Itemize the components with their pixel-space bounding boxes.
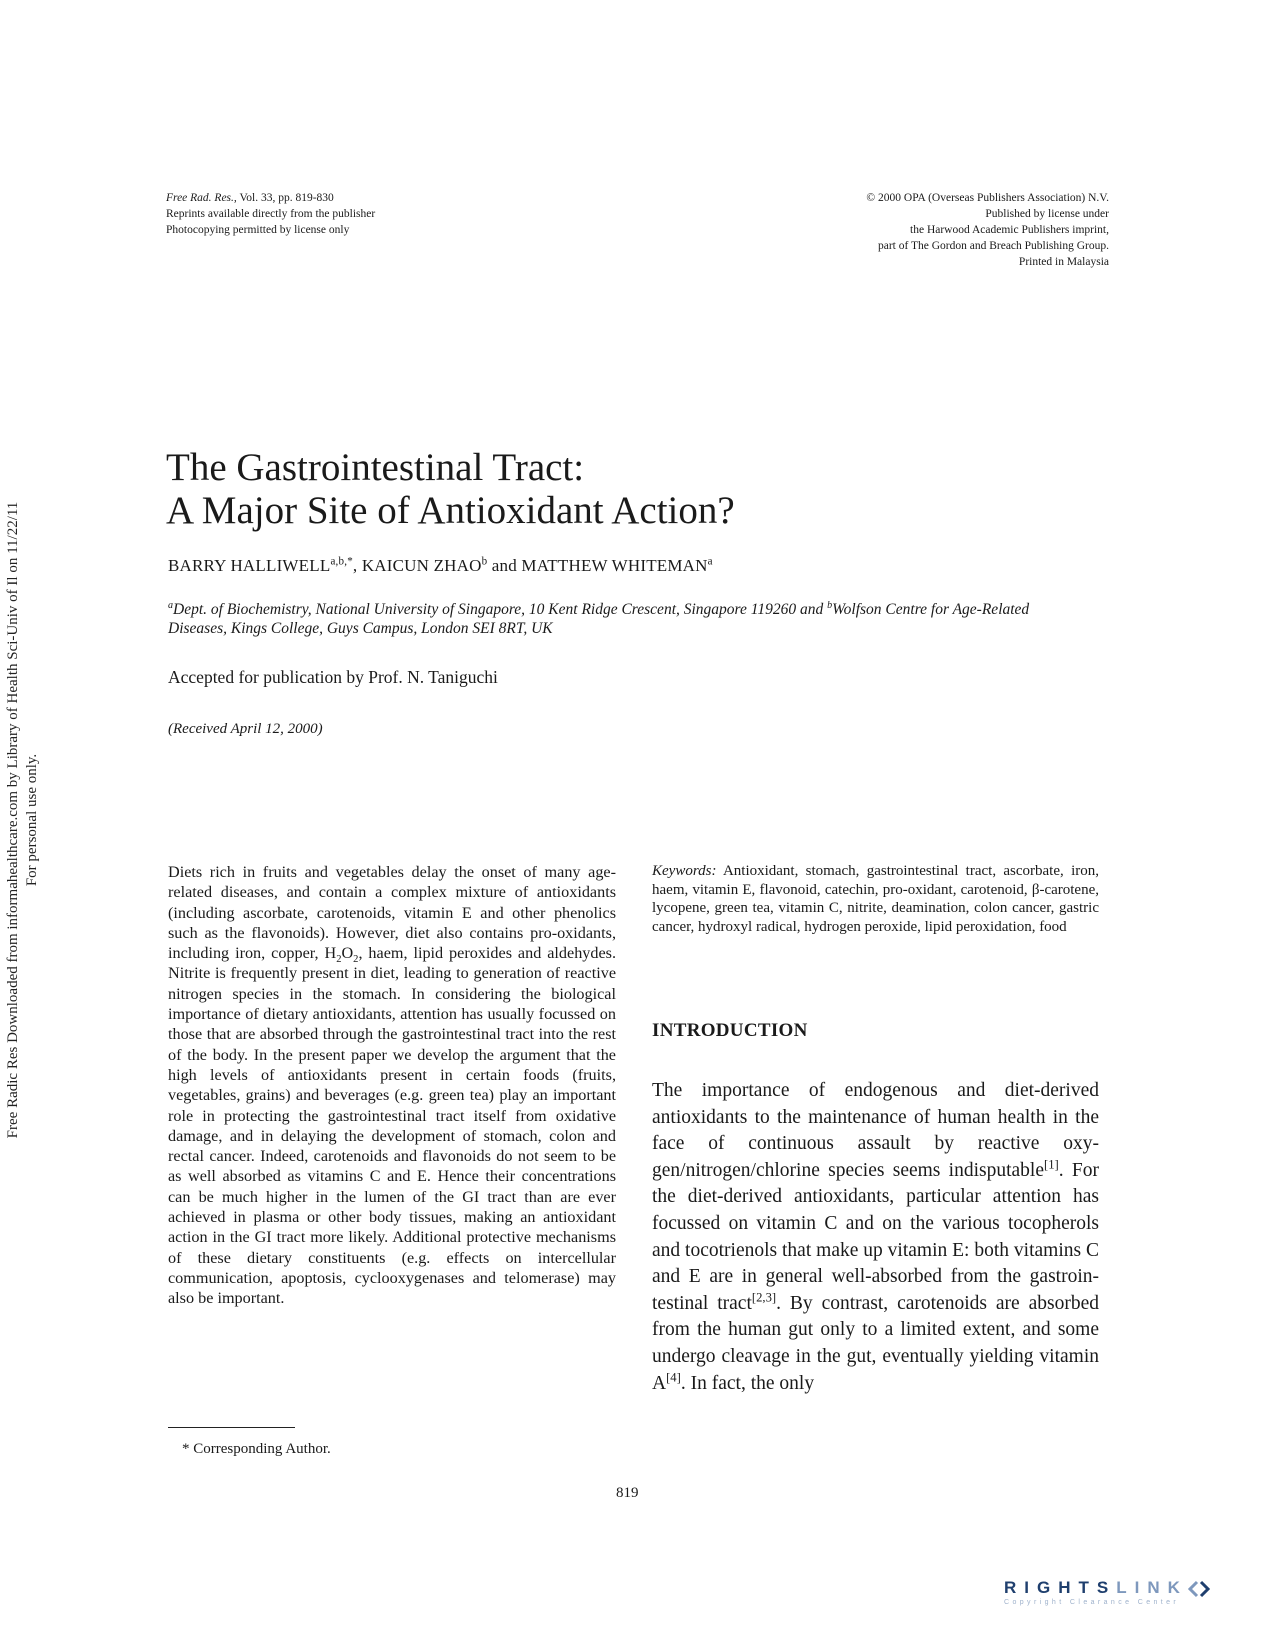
abstract [168, 862, 616, 1309]
page-number: 819 [616, 1485, 639, 1501]
citation[interactable]: [1] [1043, 1157, 1059, 1172]
logo-rights: RIGHTS [1004, 1578, 1117, 1597]
section-heading-introduction: INTRODUCTION [652, 1020, 808, 1041]
footnote-rule [168, 1427, 295, 1428]
citation[interactable]: [4] [666, 1370, 681, 1385]
affiliation-b: Wolfson Centre for Age-Related Diseases, Kings College, Guys Campus, London SEI 8RT, UK [168, 601, 1030, 637]
publisher-info [866, 190, 1109, 270]
journal-volume: Vol. 33, pp. 819-830 [236, 192, 334, 204]
logo-link: LINK [1116, 1578, 1188, 1597]
photocopy-note: Photocopying permitted by license only [166, 224, 350, 236]
formula-subscript: 2 [353, 954, 359, 966]
intro-text-4: . In fact, the only [680, 1372, 815, 1394]
footnote-corresponding-author: * Corresponding Author. [182, 1441, 331, 1457]
keywords [652, 862, 1099, 936]
author-1-affil: a,b,* [330, 555, 353, 568]
title-line-1: The Gastrointestinal Tract: [166, 446, 585, 489]
intro-text-1: The importance of endogenous and diet-derived antioxidants to the maintenance of human health in the face of continuous assault by reactive oxygen/nitrogen/chlorine species seems indisputable [652, 1080, 1099, 1181]
logo-subtitle: Copyright Clearance Center [1004, 1599, 1180, 1606]
affil-marker-b: b [827, 599, 833, 611]
group-line: part of The Gordon and Breach Publishing Group. [877, 240, 1109, 252]
download-stamp-line1: Free Radic Res Downloaded from informahealthcare.com by Library of Health Sci-Univ of Il on 11/22/11 [5, 501, 21, 1139]
author-2: KAICUN ZHAO [361, 556, 482, 575]
author-3-affil: a [707, 555, 713, 568]
affiliations [168, 600, 1068, 638]
title-line-2: A Major Site of Antioxidant Action? [166, 489, 735, 532]
copyright-line: © 2000 OPA (Overseas Publishers Association) N.V. [866, 192, 1109, 204]
citation[interactable]: [2,3] [751, 1290, 777, 1305]
affiliation-a: Dept. of Biochemistry, National University of Singapore, 10 Kent Ridge Crescent, Singapore 119260 and [173, 601, 828, 618]
author-2-affil: b [481, 555, 488, 568]
received-date: (Received April 12, 2000) [168, 721, 323, 737]
journal-info [166, 190, 375, 238]
abstract-text-2: , haem, lipid peroxides and aldehydes. Nitrite is frequently present in diet, leading to generation of reactive nitrogen species in the stomach. In considering the biological importance of dietary antioxidants, attention has usually focussed on those that are absorbed through the gastrointestinal tract into the rest of the body. In the present paper we develop the argument that the high levels of antioxidants present in certain foods (fruits, vegetables, grains) and beverages (e.g. green tea) play an important role in protecting the gastrointestinal tract itself from oxidative damage, and in delaying the development of stomach, colon and rectal cancer. Indeed, carotenoids and flavonoids do not seem to be as well absorbed as vitamins C and E. Hence their concentrations can be much higher in the lumen of the GI tract than are ever achieved in plasma or other body tissues, making an antioxidant action in the GI tract more likely. Additional protective mechanisms of these dietary constituents (e.g. effects on intercellular communication, apoptosis, cyclooxygenases and telomerase) may also be important. [168, 944, 617, 1308]
formula-oxygen: O [341, 944, 354, 963]
rightslink-logo[interactable] [1004, 1578, 1210, 1606]
journal-name: Free Rad. Res., [166, 192, 237, 204]
license-line: Published by license under [985, 208, 1109, 220]
author-1: BARRY HALLIWELL [168, 556, 331, 575]
printed-line: Printed in Malaysia [1018, 256, 1109, 268]
intro-text-2: . For the diet-derived antioxidants, particular attention has focussed on vitamin C and on the various tocopherols and tocotrienols that make up vitamin E: both vitamins C and E are in general well-absorbed from the gastrointestinal tract [652, 1159, 1099, 1314]
author-3: MATTHEW WHITEMAN [521, 556, 708, 575]
reprints-note: Reprints available directly from the publisher [166, 208, 376, 220]
keywords-label: Keywords: [652, 863, 717, 879]
author-separator: , [352, 556, 362, 575]
intro-text-3: . By contrast, carotenoids are absorbed from the human gut only to a limited extent, and some undergo cleavage in the gut, eventually yielding vitamin A [652, 1292, 1099, 1394]
article-title [166, 446, 735, 532]
author-list [168, 556, 713, 576]
download-stamp [4, 460, 42, 1180]
chevron-brackets-icon [1188, 1580, 1210, 1598]
keywords-text: Antioxidant, stomach, gastrointestinal tract, ascorbate, iron, haem, vitamin E, flavonoid, catechin, pro-oxidant, carotenoid, β-carotene, lycopene, green tea, vitamin C, nitrite, deamination, colon cancer, gastric cancer, hydroxyl radical, hydrogen peroxide, lipid peroxidation, food [652, 863, 1099, 935]
formula-subscript: 2 [336, 954, 342, 966]
abstract-text-1: Diets rich in fruits and vegetables delay the onset of many age-related diseases, and contain a complex mixture of antioxidants (including ascorbate, carotenoids, vitamin E and other phenolics such as the flavonoids). However, diet also contains pro-oxidants, including iron, copper, H [168, 863, 616, 963]
affil-marker-a: a [168, 599, 174, 611]
introduction-text [652, 1078, 1099, 1397]
accepted-by: Accepted for publication by Prof. N. Taniguchi [168, 667, 498, 687]
download-stamp-line2: For personal use only. [24, 753, 40, 887]
author-separator: and [487, 556, 522, 575]
imprint-line: the Harwood Academic Publishers imprint, [910, 224, 1109, 236]
